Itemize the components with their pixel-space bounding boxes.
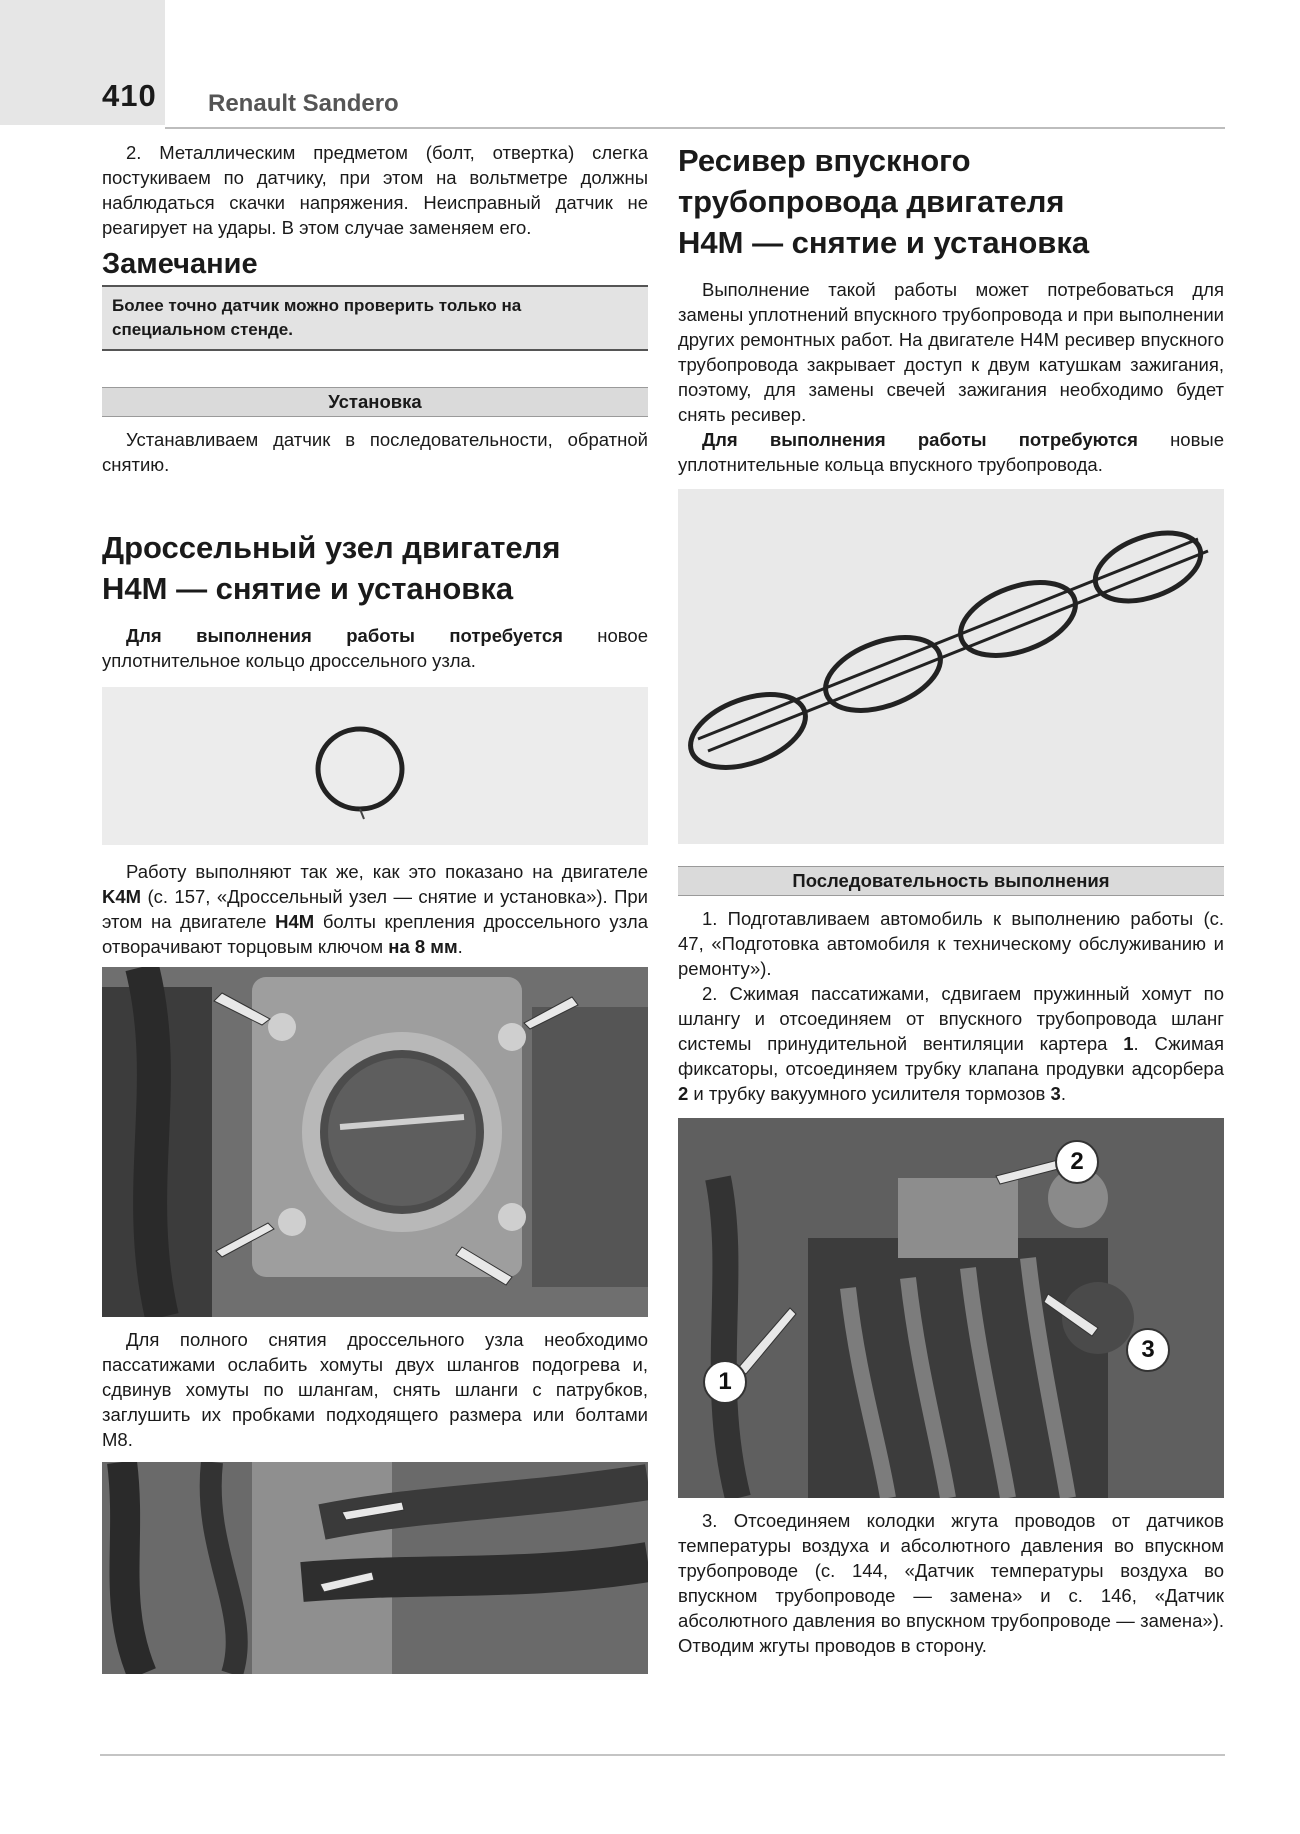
receiver-intro: Выполнение такой работы может потребоваться для замены уплотнений впускного трубопровода и при выполнении других ремонтных работ. На двигателе H4M ресивер впускного трубопровода закрывает доступ к двум катушкам зажигания, поэтому, для замены свечей зажигания необходимо будет снять ресивер. xyxy=(678,279,1224,425)
step-2 xyxy=(678,981,1224,1106)
receiver-req-text: новые уплотнительные кольца впускного трубопровода. xyxy=(678,429,1225,475)
receiver-section-title xyxy=(678,140,1224,263)
step2-text-b: . Сжимая фиксаторы, отсоединяем трубку клапана продувки адсорбера xyxy=(678,1033,1224,1079)
note-heading: Замечание xyxy=(102,248,258,280)
throttle-title-line1: Дроссельный узел двигателя xyxy=(102,530,561,565)
para2-engine-k4m: K4M xyxy=(102,886,142,907)
callout-2: 2 xyxy=(1055,1140,1099,1184)
gasket-figure xyxy=(678,489,1224,844)
step2-text-a: 2. Сжимая пассатижами, сдвигаем пружинный хомут по шлангу и отсоединяем от впускного трубопровода шланг системы принудительной вентиляции картера xyxy=(678,983,1224,1054)
step-3: 3. Отсоединяем колодки жгута проводов от датчиков температуры воздуха и абсолютного давления во впускном трубопроводе (с. 144, «Датчик температуры воздуха во впускном трубопроводе — замена» и с. 146, «Датчик абсолютного давления во впускном трубопроводе — замена»). Отводим жгуты проводов в сторону. xyxy=(678,1510,1224,1656)
right-column xyxy=(678,140,1224,1658)
req-bold: Для выполнения работы потребуется xyxy=(126,625,563,646)
page-number: 410 xyxy=(102,78,157,113)
engine-bay-drawing xyxy=(678,1118,1224,1498)
receiver-title-line2: трубопровода двигателя xyxy=(678,184,1065,219)
throttle-section-title xyxy=(102,527,648,609)
o-ring-drawing xyxy=(102,687,648,845)
step2-ref-2: 2 xyxy=(678,1083,689,1104)
heater-hoses-photo xyxy=(102,1462,648,1674)
para2-text-g: . xyxy=(457,936,463,957)
step2-text-d: . xyxy=(1060,1083,1066,1104)
install-bar: Установка xyxy=(102,387,648,417)
intro-paragraph: 2. Металлическим предметом (болт, отвертка) слегка постукиваем по датчику, при этом на вольтметре должны наблюдаться скачки напряжения. Неисправный датчик не реагирует на удары. В этом случае заменяем его. xyxy=(102,142,648,238)
sequence-bar: Последовательность выполнения xyxy=(678,866,1224,896)
throttle-body-photo xyxy=(102,967,648,1317)
step-1: 1. Подготавливаем автомобиль к выполнению работы (с. 47, «Подготовка автомобиля к техническому обслуживанию и ремонту»). xyxy=(678,908,1224,979)
throttle-title-line2: H4M — снятие и установка xyxy=(102,571,514,606)
callout-1: 1 xyxy=(703,1360,747,1404)
footer-rule xyxy=(100,1754,1225,1756)
o-ring-figure xyxy=(102,687,648,845)
req-text: новое уплотнительное кольцо дроссельного узла. xyxy=(102,625,649,671)
procedure-paragraph xyxy=(102,859,648,959)
step2-ref-3: 3 xyxy=(1050,1083,1061,1104)
step2-text-c: и трубку вакуумного усилителя тормозов xyxy=(688,1083,1051,1104)
throttle-body-drawing xyxy=(102,967,648,1317)
engine-bay-photo xyxy=(678,1118,1224,1498)
step2-ref-1: 1 xyxy=(1123,1033,1134,1054)
throttle-requirements xyxy=(102,623,648,673)
note-box: Более точно датчик можно проверить только на специальном стенде. xyxy=(102,285,648,351)
para2-text-e: болты крепления дроссельного узла отворачивают торцовым ключом xyxy=(102,911,648,957)
receiver-title-line3: H4M — снятие и установка xyxy=(678,225,1090,260)
header-rule xyxy=(165,127,1225,129)
receiver-requirements xyxy=(678,427,1224,477)
para2-engine-h4m: H4M xyxy=(275,911,315,932)
receiver-title-line1: Ресивер впускного xyxy=(678,143,971,178)
full-removal-paragraph: Для полного снятия дроссельного узла необходимо пассатижами ослабить хомуты двух шлангов подогрева и, сдвинув хомуты по шлангам, снять шланги с патрубков, заглушить их пробками подходящего размера или болтами М8. xyxy=(102,1329,648,1450)
para2-text-a: Работу выполняют так же, как это показано на двигателе xyxy=(126,861,648,882)
callout-3: 3 xyxy=(1126,1328,1170,1372)
para2-text-c: (с. 157, «Дроссельный узел — снятие и установка»). При этом на двигателе xyxy=(102,886,648,932)
left-column xyxy=(102,140,648,1674)
para2-wrench-size: на 8 мм xyxy=(388,936,458,957)
intake-gasket-drawing xyxy=(678,489,1224,844)
book-title: Renault Sandero xyxy=(208,90,399,117)
install-paragraph: Устанавливаем датчик в последовательности, обратной снятию. xyxy=(102,429,648,475)
receiver-req-bold: Для выполнения работы потребуются xyxy=(702,429,1138,450)
heater-hoses-drawing xyxy=(102,1462,648,1674)
